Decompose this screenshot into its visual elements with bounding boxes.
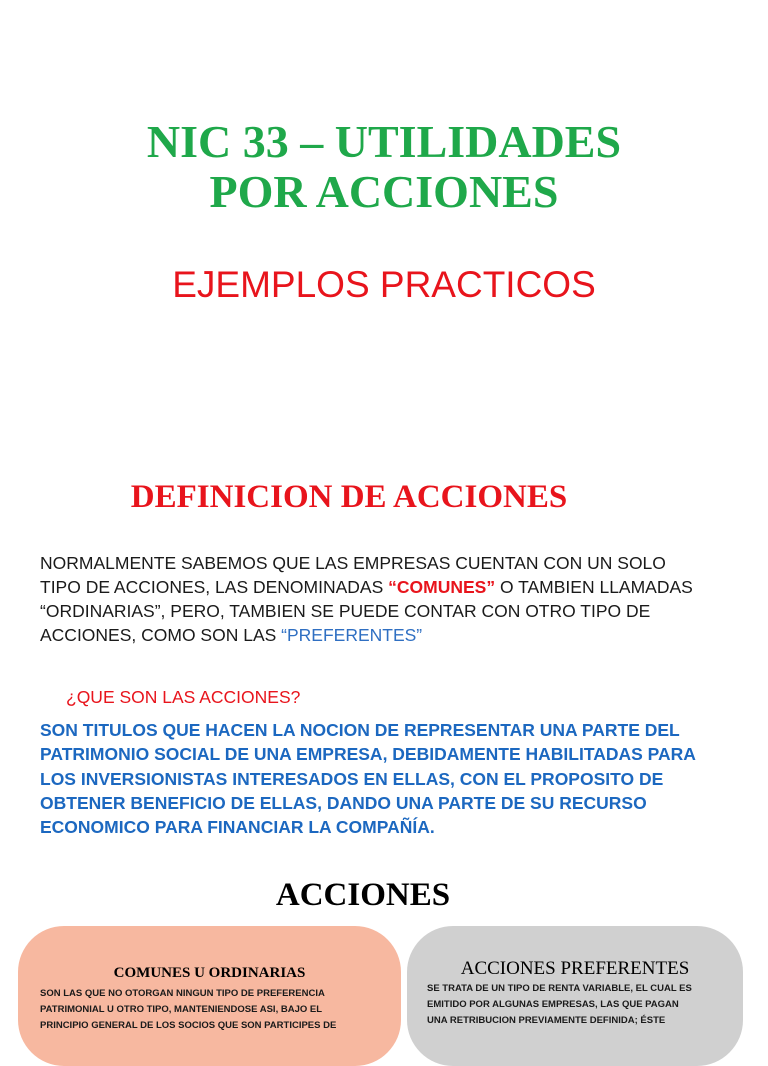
comunes-box-title: COMUNES U ORDINARIAS xyxy=(113,965,306,981)
comunes-box-line: PATRIMONIAL U OTRO TIPO, MANTENIENDOSE ASI, BAJO EL xyxy=(40,1004,323,1015)
definition-line-1: NORMALMENTE SABEMOS QUE LAS EMPRESAS CUENTAN CON UN SOLO xyxy=(40,553,666,573)
preferentes-box-line: UNA RETRIBUCION PREVIAMENTE DEFINIDA; ÉSTE xyxy=(427,1015,666,1026)
preferentes-box-line: EMITIDO POR ALGUNAS EMPRESAS, LAS QUE PAGAN xyxy=(427,999,679,1010)
definition-line-4 xyxy=(40,623,750,647)
acciones-heading: ACCIONES xyxy=(275,877,451,913)
answer-line: OBTENER BENEFICIO DE ELLAS, DANDO UNA PARTE DE SU RECURSO xyxy=(40,792,647,813)
question-heading: ¿QUE SON LAS ACCIONES? xyxy=(66,687,301,707)
document-title-line-2: POR ACCIONES xyxy=(209,166,559,217)
definition-line-2 xyxy=(40,575,750,599)
preferentes-box xyxy=(407,926,743,1066)
definition-line-3: “ORDINARIAS”, PERO, TAMBIEN SE PUEDE CONTAR CON OTRO TIPO DE xyxy=(40,601,651,621)
comunes-box xyxy=(18,926,401,1066)
definition-line-2-pre: TIPO DE ACCIONES, LAS DENOMINADAS xyxy=(40,577,389,597)
document-title-line-1: NIC 33 – UTILIDADES xyxy=(146,116,622,167)
document-subtitle: EJEMPLOS PRACTICOS xyxy=(172,264,596,305)
answer-line: PATRIMONIO SOCIAL DE UNA EMPRESA, DEBIDAMENTE HABILITADAS PARA xyxy=(40,744,696,765)
preferentes-highlight: “PREFERENTES” xyxy=(281,625,423,645)
definition-line-2-post: O TAMBIEN LLAMADAS xyxy=(495,577,693,597)
preferentes-box-title: ACCIONES PREFERENTES xyxy=(460,958,690,979)
definition-line-4-pre: ACCIONES, COMO SON LAS xyxy=(40,625,282,645)
answer-paragraph xyxy=(40,718,760,839)
comunes-box-line: SON LAS QUE NO OTORGAN NINGUN TIPO DE PREFERENCIA xyxy=(40,988,325,999)
answer-line: ECONOMICO PARA FINANCIAR LA COMPAÑÍA. xyxy=(40,817,435,838)
answer-line: SON TITULOS QUE HACEN LA NOCION DE REPRESENTAR UNA PARTE DEL xyxy=(40,720,680,740)
comunes-box-text xyxy=(40,986,390,1034)
preferentes-box-text xyxy=(427,981,732,1029)
definition-heading: DEFINICION DE ACCIONES xyxy=(130,479,568,515)
answer-line: LOS INVERSIONISTAS INTERESADOS EN ELLAS, CON EL PROPOSITO DE xyxy=(40,768,664,789)
comunes-box-line: PRINCIPIO GENERAL DE LOS SOCIOS QUE SON PARTICIPES DE xyxy=(40,1020,337,1031)
comunes-highlight: “COMUNES” xyxy=(388,577,496,597)
preferentes-box-line: SE TRATA DE UN TIPO DE RENTA VARIABLE, EL CUAL ES xyxy=(427,983,692,994)
definition-paragraph xyxy=(40,551,750,647)
